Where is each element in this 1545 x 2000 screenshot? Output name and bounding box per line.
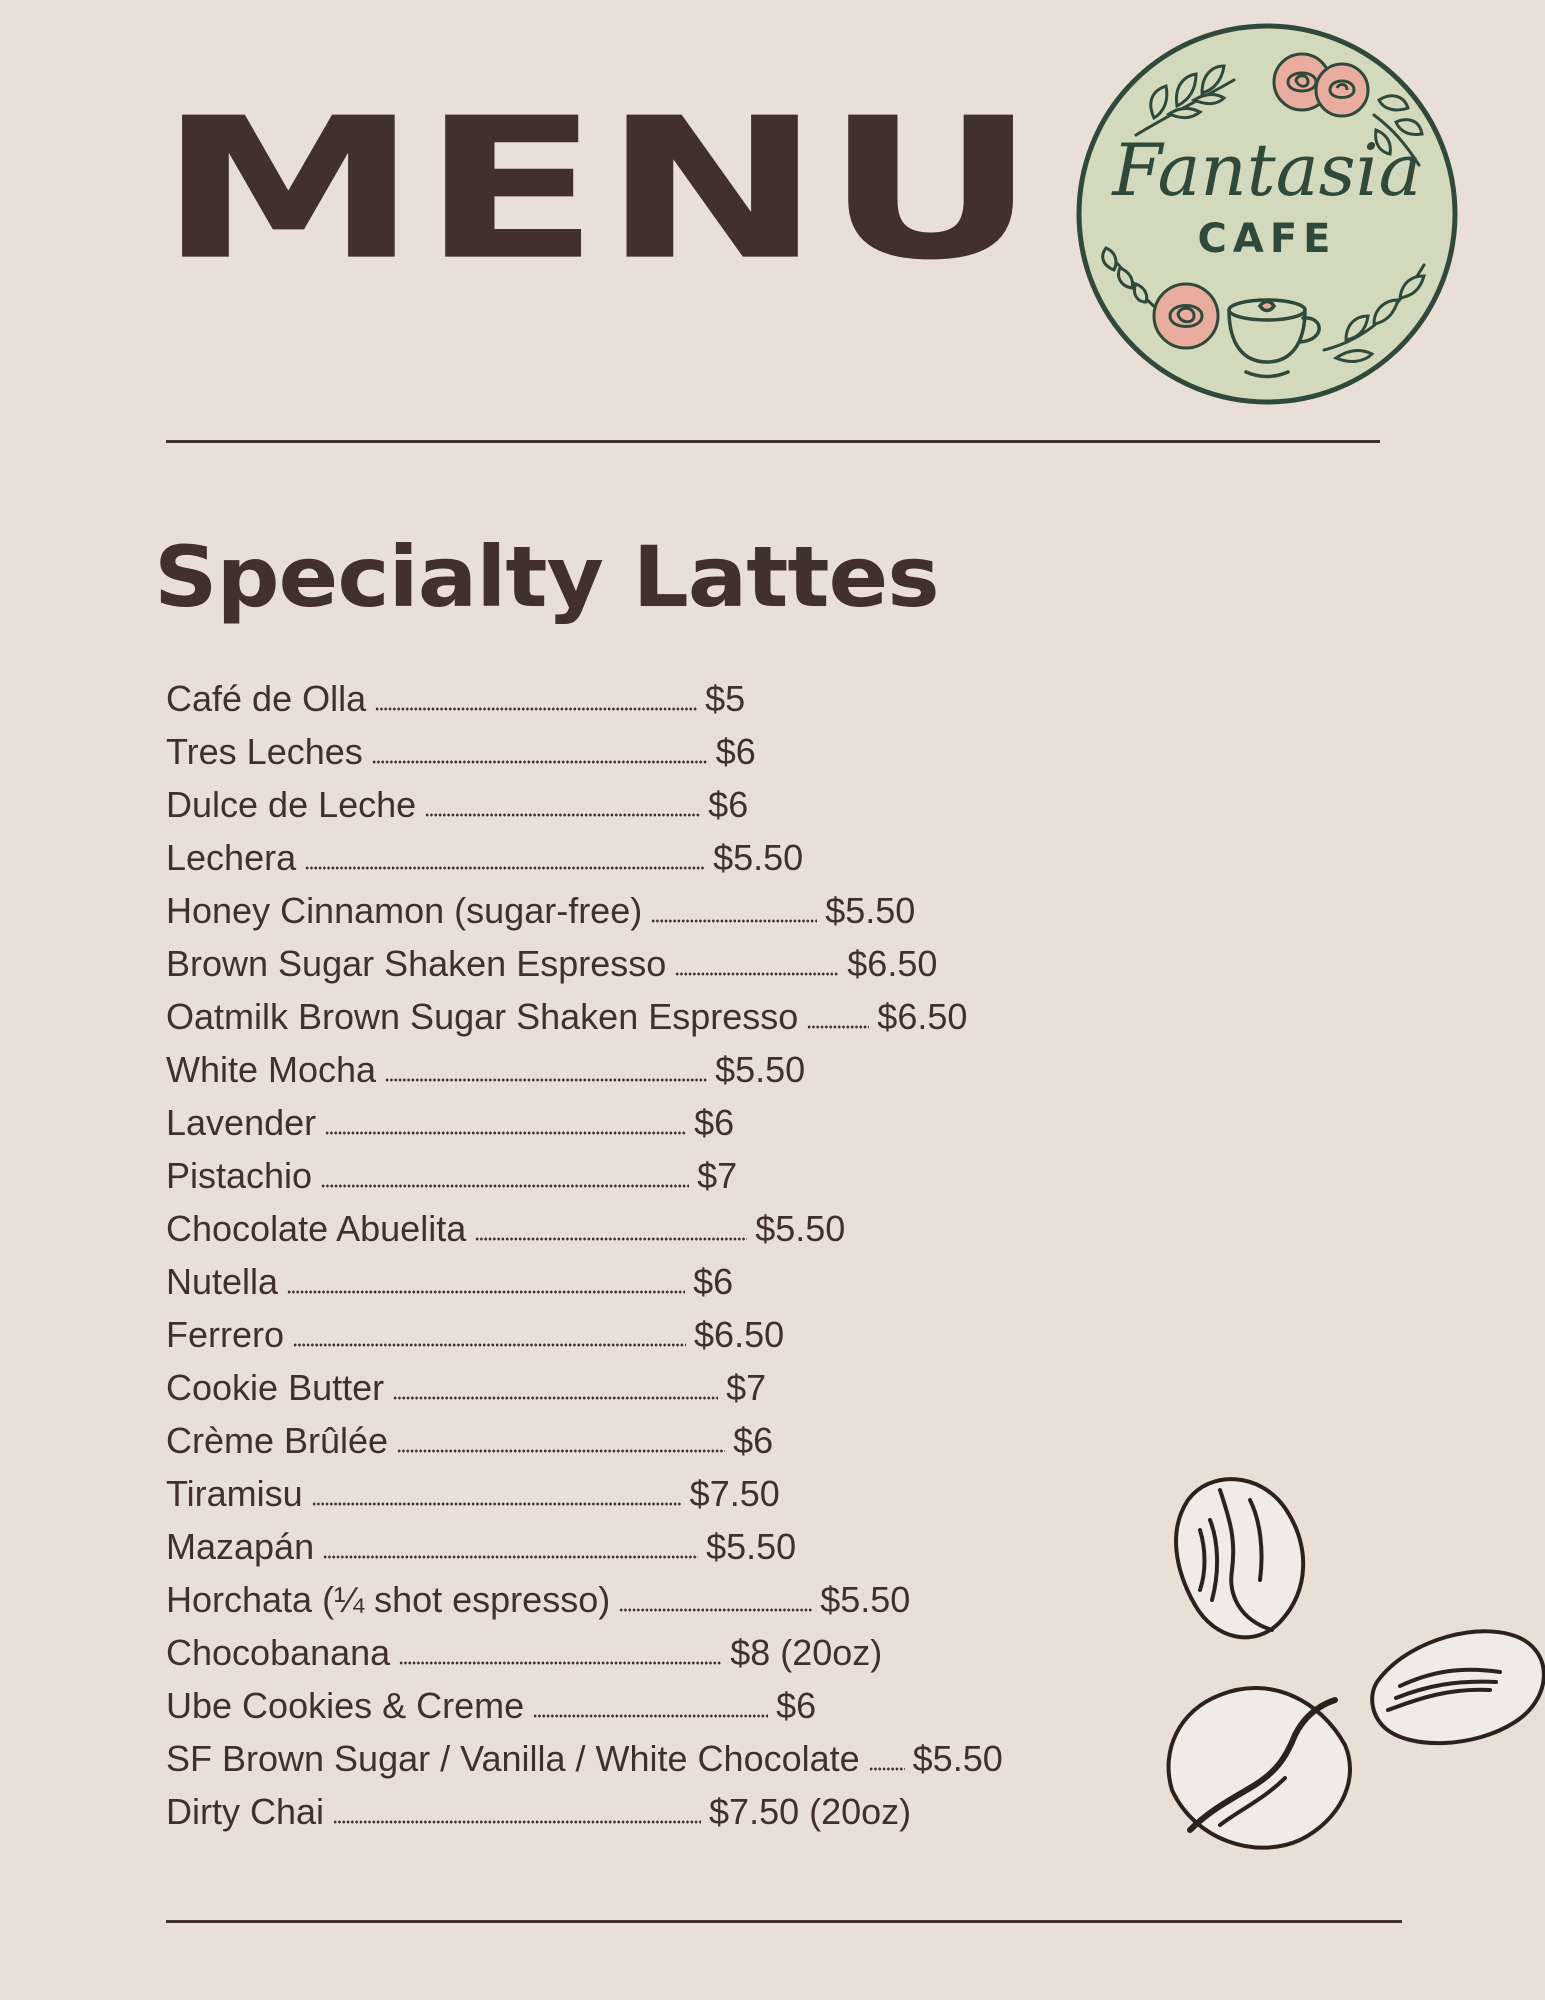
menu-item-name: Chocobanana xyxy=(166,1632,391,1673)
menu-item xyxy=(166,1202,1003,1255)
logo-name: Fantasia xyxy=(1112,128,1422,212)
menu-item-price: $6 xyxy=(776,1685,817,1726)
fantasia-cafe-logo xyxy=(1074,20,1460,410)
section-heading: Specialty Lattes xyxy=(154,528,939,626)
menu-item-name: Nutella xyxy=(166,1261,279,1302)
menu-item xyxy=(166,1096,1003,1149)
menu-item-price: $6 xyxy=(693,1261,734,1302)
dot-leader xyxy=(651,919,817,923)
menu-item-price: $5.50 xyxy=(715,1049,806,1090)
menu-item-name: Tres Leches xyxy=(166,731,363,772)
menu-item-name: White Mocha xyxy=(166,1049,377,1090)
dot-leader xyxy=(321,1184,689,1188)
menu-item-price: $6 xyxy=(708,784,749,825)
menu-item xyxy=(166,1785,1003,1838)
menu-item-name: Café de Olla xyxy=(166,678,367,719)
menu-item-name: Ube Cookies & Creme xyxy=(166,1685,525,1726)
dot-leader xyxy=(385,1078,707,1082)
menu-item-price: $6 xyxy=(715,731,756,772)
menu-item xyxy=(166,884,1003,937)
menu-item-name: Mazapán xyxy=(166,1526,315,1567)
menu-item xyxy=(166,1626,1003,1679)
menu-item-price: $5 xyxy=(705,678,746,719)
menu-item xyxy=(166,831,1003,884)
menu-item-price: $8 (20oz) xyxy=(730,1632,883,1673)
menu-item-price: $6 xyxy=(733,1420,774,1461)
menu-item xyxy=(166,1520,1003,1573)
logo-subtitle: CAFE xyxy=(1197,216,1337,262)
menu-item xyxy=(166,1308,1003,1361)
menu-item-price: $5.50 xyxy=(755,1208,846,1249)
menu-item-price: $7.50 (20oz) xyxy=(709,1791,912,1832)
coffee-beans-illustration xyxy=(1160,1460,1545,1850)
dot-leader xyxy=(425,813,700,817)
menu-item-name: Chocolate Abuelita xyxy=(166,1208,467,1249)
menu-item xyxy=(166,1043,1003,1096)
dot-leader xyxy=(305,866,705,870)
dot-leader xyxy=(325,1131,686,1135)
dot-leader xyxy=(475,1237,747,1241)
menu-item-price: $6 xyxy=(694,1102,735,1143)
menu-item xyxy=(166,725,1003,778)
menu-item-price: $5.50 xyxy=(820,1579,911,1620)
dot-leader xyxy=(399,1661,722,1665)
menu-item-price: $6.50 xyxy=(877,996,968,1037)
dot-leader xyxy=(807,1025,869,1029)
menu-item-price: $6.50 xyxy=(847,943,938,984)
menu-item xyxy=(166,672,1003,725)
menu-item-name: Dirty Chai xyxy=(166,1791,325,1832)
menu-item xyxy=(166,1414,1003,1467)
menu-item xyxy=(166,1573,1003,1626)
menu-item-name: Horchata (¼ shot espresso) xyxy=(166,1579,611,1620)
menu-item-price: $7.50 xyxy=(689,1473,780,1514)
menu-item xyxy=(166,778,1003,831)
menu-title: MENU xyxy=(158,76,1040,303)
dot-leader xyxy=(675,972,839,976)
menu-item-name: Cookie Butter xyxy=(166,1367,385,1408)
menu-item xyxy=(166,937,1003,990)
dot-leader xyxy=(375,707,697,711)
menu-item-name: Oatmilk Brown Sugar Shaken Espresso xyxy=(166,996,799,1037)
menu-item-price: $5.50 xyxy=(912,1738,1003,1779)
dot-leader xyxy=(869,1767,905,1771)
dot-leader xyxy=(287,1290,685,1294)
dot-leader xyxy=(397,1449,725,1453)
menu-item-price: $7 xyxy=(697,1155,738,1196)
menu-item-name: Crème Brûlée xyxy=(166,1420,389,1461)
top-divider xyxy=(166,440,1380,443)
menu-item-price: $7 xyxy=(726,1367,767,1408)
menu-item xyxy=(166,1255,1003,1308)
menu-item-price: $5.50 xyxy=(713,837,804,878)
latte-list xyxy=(166,672,1003,1838)
dot-leader xyxy=(372,760,708,764)
dot-leader xyxy=(323,1555,698,1559)
dot-leader xyxy=(312,1502,682,1506)
dot-leader xyxy=(333,1820,701,1824)
menu-item-name: Brown Sugar Shaken Espresso xyxy=(166,943,667,984)
dot-leader xyxy=(293,1343,686,1347)
menu-item-name: Lavender xyxy=(166,1102,317,1143)
menu-item xyxy=(166,1467,1003,1520)
menu-item-name: Dulce de Leche xyxy=(166,784,417,825)
menu-item-name: Pistachio xyxy=(166,1155,313,1196)
dot-leader xyxy=(619,1608,812,1612)
menu-item-name: Lechera xyxy=(166,837,297,878)
menu-item xyxy=(166,1732,1003,1785)
menu-item-price: $5.50 xyxy=(825,890,916,931)
menu-item-name: SF Brown Sugar / Vanilla / White Chocolate xyxy=(166,1738,860,1779)
bottom-divider xyxy=(166,1920,1402,1923)
menu-item xyxy=(166,1679,1003,1732)
menu-item-name: Ferrero xyxy=(166,1314,285,1355)
dot-leader xyxy=(393,1396,718,1400)
menu-item-name: Honey Cinnamon (sugar-free) xyxy=(166,890,643,931)
menu-item xyxy=(166,990,1003,1043)
dot-leader xyxy=(533,1714,768,1718)
menu-item-price: $6.50 xyxy=(694,1314,785,1355)
menu-item-price: $5.50 xyxy=(706,1526,797,1567)
menu-item xyxy=(166,1361,1003,1414)
menu-item xyxy=(166,1149,1003,1202)
menu-item-name: Tiramisu xyxy=(166,1473,303,1514)
